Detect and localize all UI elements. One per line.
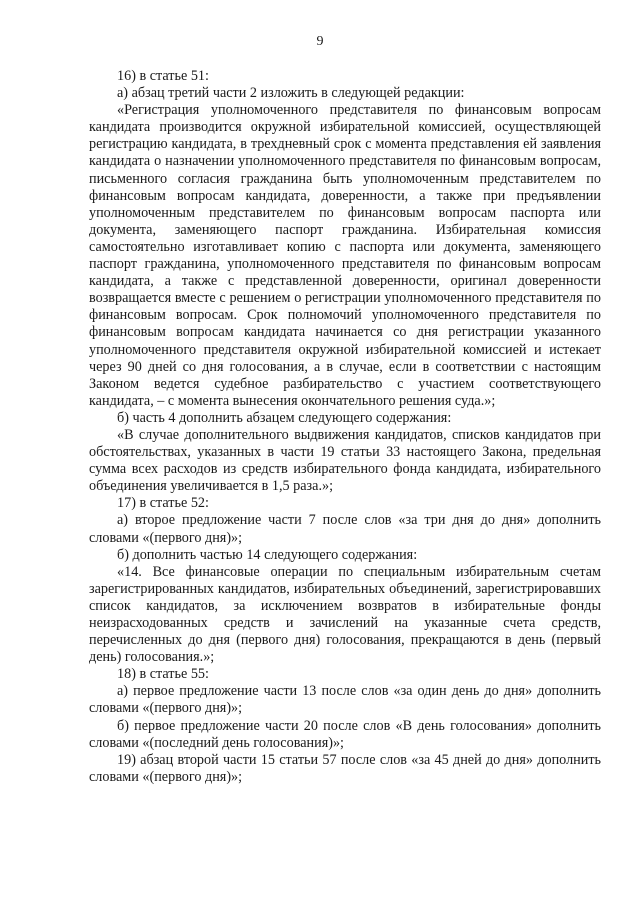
- paragraph: а) первое предложение части 13 после слов «за один день до дня» дополнить словами «(первого дня)»;: [89, 683, 601, 717]
- paragraph: «14. Все финансовые операции по специальным избирательным счетам зарегистрированных кандидатов, избирательных объединений, зарегистрировавших список кандидатов, за исключением возвратов в избирательные фонды неизрасходованных средств и зачислений на указанные счета средств, перечисленных до дня (первого дня) голосования, прекращаются в день (первый день) голосования.»;: [89, 563, 601, 666]
- paragraph: б) часть 4 дополнить абзацем следующего содержания:: [117, 409, 452, 426]
- paragraph: а) абзац третий части 2 изложить в следующей редакции:: [117, 85, 465, 102]
- paragraph: 19) абзац второй части 15 статьи 57 после слов «за 45 дней до дня» дополнить словами «(первого дня)»;: [89, 751, 601, 785]
- paragraph: а) второе предложение части 7 после слов «за три дня до дня» дополнить словами «(первого дня)»;: [89, 512, 601, 546]
- document-body: [89, 68, 601, 786]
- paragraph: б) дополнить частью 14 следующего содержания:: [117, 546, 418, 563]
- paragraph: б) первое предложение части 20 после слов «В день голосования» дополнить словами «(последний день голосования)»;: [89, 717, 601, 751]
- paragraph: «В случае дополнительного выдвижения кандидатов, списков кандидатов при обстоятельствах, указанных в части 19 статьи 33 настоящего Закона, предельная сумма всех расходов из средств избирательного фонда кандидата, избирательного объединения увеличивается в 1,5 раза.»;: [89, 426, 601, 495]
- paragraph: 18) в статье 55:: [117, 666, 209, 683]
- paragraph: «Регистрация уполномоченного представителя по финансовым вопросам кандидата производится окружной избирательной комиссией, осуществляющей регистрацию кандидата, в трехдневный срок с момента представления ей заявления кандидата о назначении уполномоченного представителя по финансовым вопросам, письменного согласия гражданина быть уполномоченным представителем по финансовым вопросам кандидата, доверенности, а также при предъявлении уполномоченным представителем по финансовым вопросам паспорта или документа, заменяющего паспорт гражданина. Избирательная комиссия самостоятельно изготавливает копию с паспорта или документа, заменяющего паспорт гражданина, уполномоченного представителя по финансовым вопросам кандидата, а также с представленной доверенности, оригинал доверенности возвращается вместе с решением о регистрации уполномоченного представителя по финансовым вопросам. Срок полномочий уполномоченного представителя по финансовым вопросам кандидата начинается со дня регистрации указанного уполномоченного представителя окружной избирательной комиссией и истекает через 90 дней со дня голосования, а в случае, если в соответствии с настоящим Законом ведется судебное разбирательство с участием соответствующего кандидата, – с момента вынесения окончательного решения суда.»;: [89, 102, 601, 409]
- paragraph: 16) в статье 51:: [117, 68, 209, 84]
- page-number: 9: [316, 34, 324, 49]
- paragraph: 17) в статье 52:: [117, 495, 209, 512]
